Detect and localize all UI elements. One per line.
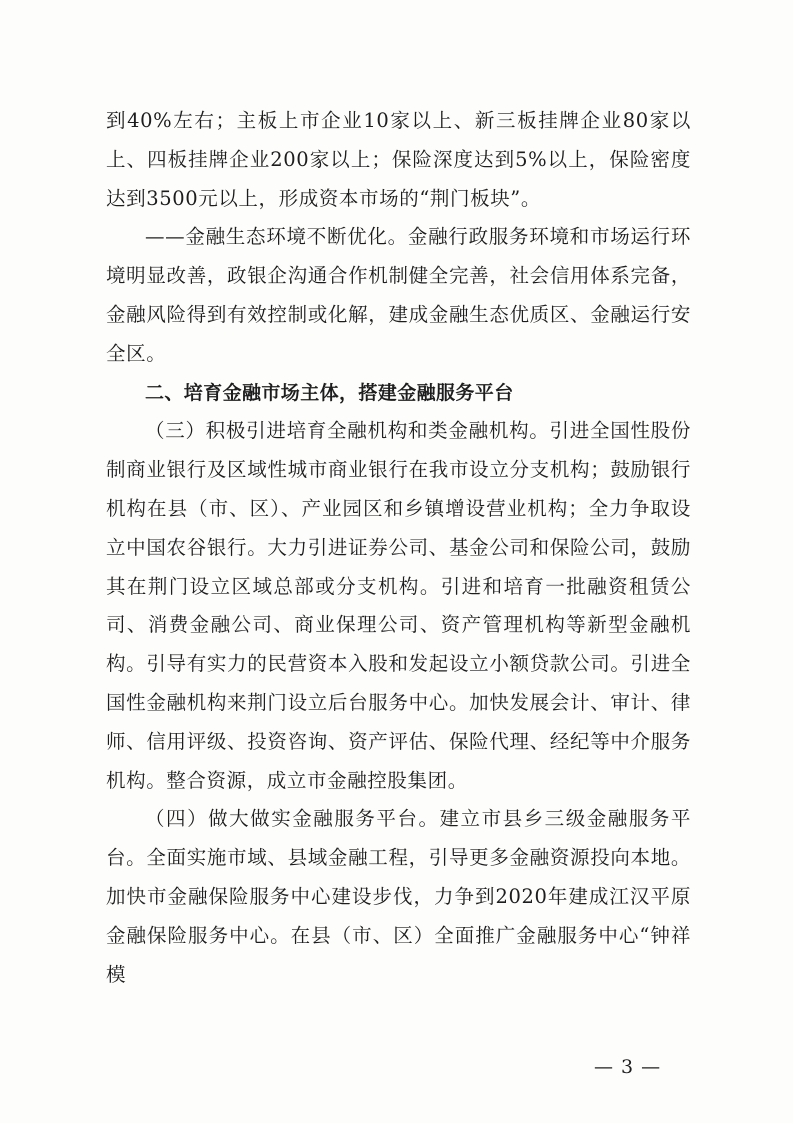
paragraph-financial-ecology: ——金融生态环境不断优化。金融行政服务环境和市场运行环境明显改善，政银企沟通合作机制健全完善，社会信用体系完备，金融风险得到有效控制或化解，建成金融生态优质区、金融运行安全区。 [106, 225, 691, 365]
paragraph-targets-continued: 到40%左右；主板上市企业10家以上、新三板挂牌企业80家以上、四板挂牌企业200家以上；保险深度达到5%以上，保险密度达到3500元以上，形成资本市场的“荆门板块”。 [106, 109, 691, 210]
paragraph-item-four: （四）做大做实金融服务平台。建立市县乡三级金融服务平台。全面实施市域、县域金融工程，引导更多金融资源投向本地。加快市金融保险服务中心建设步伐，力争到2020年建成江汉平原金融保险服务中心。在县（市、区）全面推广金融服务中心“钟祥模 [106, 807, 691, 986]
page-number: — 3 — [594, 1056, 662, 1078]
body-text [106, 102, 691, 994]
section-heading: 二、培育金融市场主体，搭建金融服务平台 [145, 381, 514, 404]
paragraph-item-three: （三）积极引进培育全融机构和类金融机构。引进全国性股份制商业银行及区域性城市商业银行在我市设立分支机构；鼓励银行机构在县（市、区）、产业园区和乡镇增设营业机构；全力争取设立中国农谷银行。大力引进证券公司、基金公司和保险公司，鼓励其在荆门设立区域总部或分支机构。引进和培育一批融资租赁公司、消费金融公司、商业保理公司、资产管理机构等新型金融机构。引导有实力的民营资本入股和发起设立小额贷款公司。引进全国性金融机构来荆门设立后台服务中心。加快发展会计、审计、律师、信用评级、投资咨询、资产评估、保险代理、经纪等中介服务机构。整合资源，成立市金融控股集团。 [106, 419, 691, 792]
